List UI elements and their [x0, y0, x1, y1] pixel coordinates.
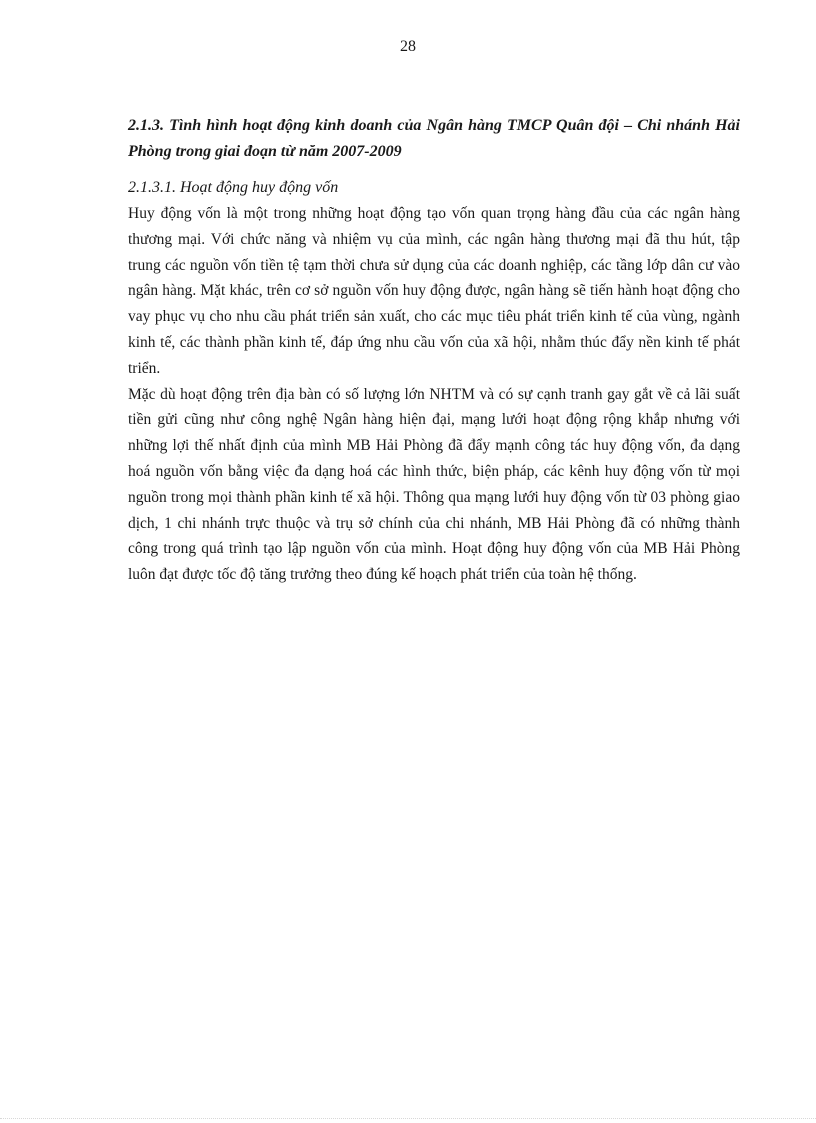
page-number: 28 [400, 38, 416, 55]
paragraph-1: Huy động vốn là một trong những hoạt động tạo vốn quan trọng hàng đầu của các ngân hàng thương mại. Với chức năng và nhiệm vụ của mình, các ngân hàng thương mại đã thu hút, tập trung các nguồn vốn tiền tệ tạm thời chưa sử dụng của các doanh nghiệp, các tầng lớp dân cư vào ngân hàng. Mặt khác, trên cơ sở nguồn vốn huy động được, ngân hàng sẽ tiến hành hoạt động cho vay phục vụ cho nhu cầu phát triển sản xuất, cho các mục tiêu phát triển kinh tế của vùng, ngành kinh tế, các thành phần kinh tế, đáp ứng nhu cầu vốn của xã hội, nhằm thúc đẩy nền kinh tế phát triển. [128, 205, 740, 377]
document-body [128, 113, 740, 588]
section-heading: 2.1.3. Tình hình hoạt động kinh doanh của Ngân hàng TMCP Quân đội – Chi nhánh Hải Phòng trong giai đoạn từ năm 2007-2009 [128, 117, 740, 160]
paragraph-2: Mặc dù hoạt động trên địa bàn có số lượng lớn NHTM và có sự cạnh tranh gay gắt về cả lãi suất tiền gửi cũng như công nghệ Ngân hàng hiện đại, mạng lưới hoạt động rộng khắp nhưng với những lợi thế nhất định của mình MB Hải Phòng đã đẩy mạnh công tác huy động vốn, đa dạng hoá nguồn vốn bằng việc đa dạng hoá các hình thức, biện pháp, các kênh huy động vốn từ mọi nguồn trong mọi thành phần kinh tế xã hội. Thông qua mạng lưới huy động vốn từ 03 phòng giao dịch, 1 chi nhánh trực thuộc và trụ sở chính của chi nhánh, MB Hải Phòng đã có những thành công trong quá trình tạo lập nguồn vốn của mình. Hoạt động huy động vốn của MB Hải Phòng luôn đạt được tốc độ tăng trưởng theo đúng kế hoạch phát triển của toàn hệ thống. [128, 385, 740, 584]
subsection-heading: 2.1.3.1. Hoạt động huy động vốn [128, 179, 339, 196]
page-bottom-divider [0, 1118, 816, 1119]
